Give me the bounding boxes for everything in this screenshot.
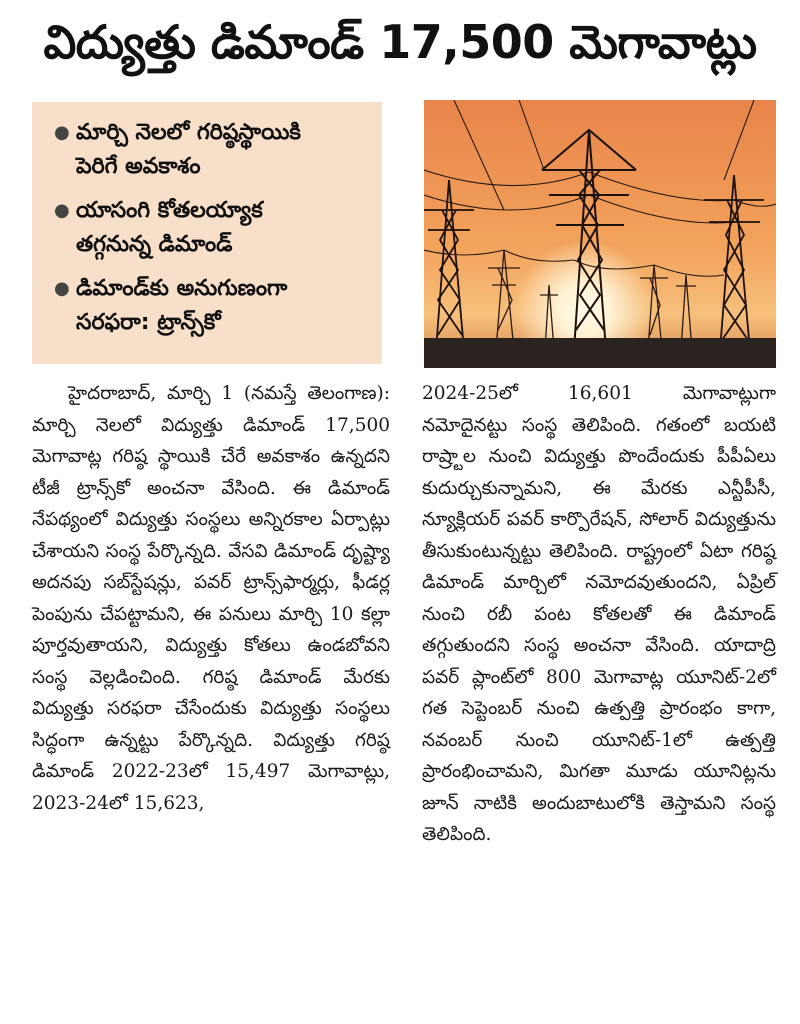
highlight-item [54,116,366,184]
bullet-icon: ● [54,200,70,221]
article-column-right: 2024-25లో 16,601 మెగావాట్లుగా నమోదైనట్టు సంస్థ తెలిపింది. గతంలో బయటి రాష్ర్టాల నుంచి విద్యుత్తు పొందేందుకు పీపీఏలు కుదుర్చుకున్నామని, ఈ మేరకు ఎన్టీపీసీ, న్యూక్లియర్‌ పవర్‌ కార్పొరేషన్‌, సోలార్‌ విద్యుత్తును తీసుకుంటున్నట్టు తెలిపింది. రాష్ట్రంలో ఏటా గరిష్ఠ డిమాండ్‌ మార్చిలో నమోదవుతుందని, ఏప్రిల్‌ నుంచి రబీ పంట కోతలతో ఈ డిమాండ్‌ తగ్గుతుందని సంస్థ అంచనా వేసింది. యాదాద్రి పవర్‌ ప్లాంట్‌లో 800 మెగావాట్ల యూనిట్‌-2లో గత సెప్టెంబర్‌ నుంచి ఉత్పత్తి ప్రారంభం కాగా, నవంబర్‌ నుంచి యూనిట్‌-1లో ఉత్పత్తి ప్రారంభించామని, మిగతా మూడు యూనిట్లను జూన్‌ నాటికి అందుబాటులోకి తెస్తామని సంస్థ తెలిపింది. [422,383,776,845]
highlight-item [54,272,366,340]
bullet-icon: ● [54,122,70,143]
power-towers-photo [424,100,776,368]
headline: విద్యుత్తు డిమాండ్‌ 17,500 మెగావాట్లు [43,15,757,69]
highlight-item [54,194,366,262]
highlights-box [32,102,382,364]
highlight-text: డిమాండ్‌కు అనుగుణంగా సరఫరా: ట్రాన్స్‌కో [76,276,288,335]
article-column-left: హైదరాబాద్‌, మార్చి 1 (నమస్తే తెలంగాణ): మార్చి నెలలో విద్యుత్తు డిమాండ్‌ 17,500 మెగావాట్ల గరిష్ఠ స్థాయికి చేరే అవకాశం ఉన్నదని టీజీ ట్రాన్స్‌కో అంచనా వేసింది. ఈ డిమాండ్‌ నేపథ్యంలో విద్యుత్తు సంస్థలు అన్నిరకాల ఏర్పాట్లు చేశాయని సంస్థ పేర్కొన్నది. వేసవి డిమాండ్‌ దృష్ట్యా అదనపు సబ్‌స్టేషన్లు, పవర్‌ ట్రాన్స్‌ఫార్మర్లు, ఫీడర్ల పెంపును చేపట్టామని, ఈ పనులు మార్చి 10 కల్లా పూర్తవుతాయని, విద్యుత్తు కోతలు ఉండబోవని సంస్థ వెల్లడించింది. గరిష్ఠ డిమాండ్‌ మేరకు విద్యుత్తు సరఫరా చేసేందుకు విద్యుత్తు సంస్థలు సిద్ధంగా ఉన్నట్టు పేర్కొన్నది. విద్యుత్తు గరిష్ఠ డిమాండ్‌ 2022-23లో 15,497 మెగావాట్లు, 2023-24లో 15,623, [32,383,390,814]
highlight-text: యాసంగి కోతలయ్యాక తగ్గనున్న డిమాండ్‌ [76,198,263,257]
ground [424,338,776,368]
highlight-text: మార్చి నెలలో గరిష్ఠస్థాయికి పెరిగే అవకాశం [76,120,301,179]
bullet-icon: ● [54,278,70,299]
